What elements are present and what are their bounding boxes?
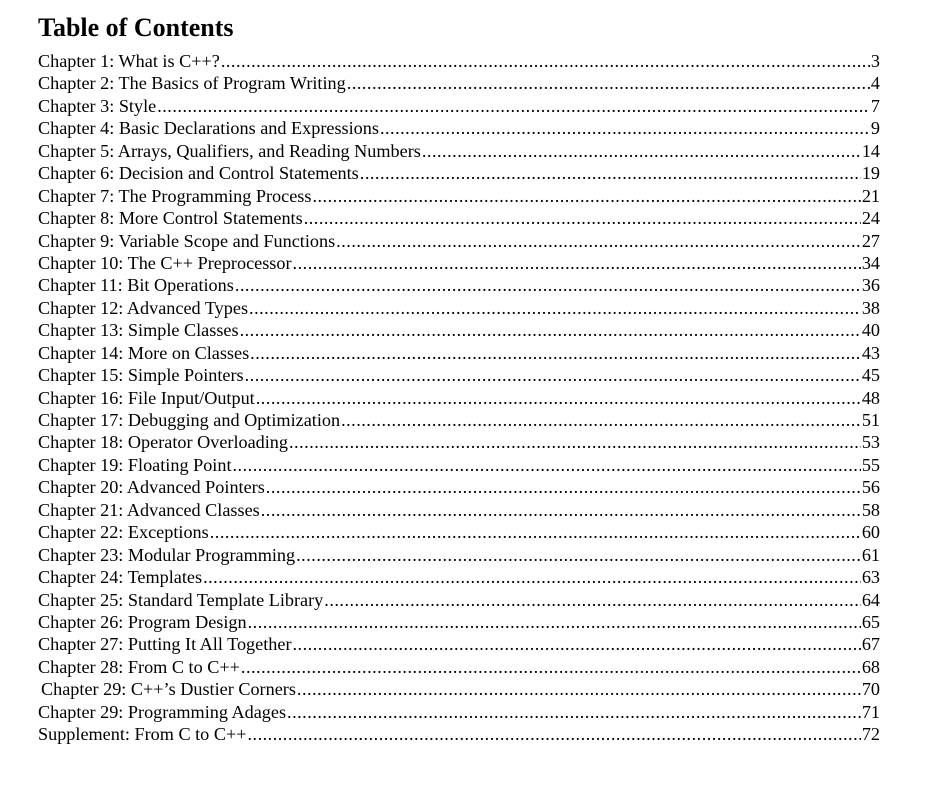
toc-entry-page: 56 (861, 477, 880, 498)
dot-leader (210, 521, 861, 543)
toc-entry-label: Chapter 25: Standard Template Library (38, 589, 324, 610)
toc-entry-page: 53 (861, 432, 880, 453)
toc-entry-page: 40 (861, 320, 880, 341)
toc-entry-page: 55 (861, 454, 880, 475)
toc-entry-label: Chapter 1: What is C++? (38, 51, 220, 71)
toc-entry-page: 19 (861, 163, 880, 184)
dot-leader (261, 499, 861, 521)
toc-entry-page: 3 (870, 51, 880, 71)
toc-entry-label: Chapter 14: More on Classes (38, 342, 250, 363)
toc-entry[interactable] (38, 72, 880, 94)
dot-leader (250, 342, 861, 364)
dot-leader (233, 454, 861, 476)
dot-leader (203, 566, 861, 588)
toc-entry-label: Chapter 6: Decision and Control Statements (38, 163, 359, 184)
toc-entry[interactable] (38, 297, 880, 319)
dot-leader (235, 274, 861, 296)
toc-entry[interactable] (38, 499, 880, 521)
toc-entry-page: 24 (861, 208, 880, 229)
toc-entry[interactable] (38, 701, 880, 723)
toc-entry-page: 34 (861, 252, 880, 273)
dot-leader (247, 723, 860, 745)
toc-entry-label: Supplement: From C to C++ (38, 724, 247, 745)
toc-entry[interactable] (38, 589, 880, 611)
toc-entry-label: Chapter 11: Bit Operations (38, 275, 234, 296)
toc-entry[interactable] (38, 521, 880, 543)
dot-leader (347, 72, 870, 94)
toc-entry[interactable] (38, 387, 880, 409)
toc-entry[interactable] (38, 252, 880, 274)
toc-entry-page: 36 (861, 275, 880, 296)
toc-entry-label: Chapter 2: The Basics of Program Writing (38, 73, 346, 94)
dot-leader (241, 656, 861, 678)
toc-entry-page: 38 (861, 297, 880, 318)
toc-entry-label: Chapter 19: Floating Point (38, 454, 232, 475)
toc-entry-page: 60 (861, 522, 880, 543)
toc-entry[interactable] (38, 162, 880, 184)
dot-leader (312, 185, 860, 207)
toc-entry-label: Chapter 17: Debugging and Optimization (38, 410, 341, 430)
toc-entry-page: 21 (861, 185, 880, 206)
toc-entry-page: 14 (861, 140, 880, 161)
toc-entry[interactable] (38, 544, 880, 566)
toc-entry[interactable] (38, 230, 880, 252)
toc-entry[interactable] (38, 319, 880, 341)
toc-entry[interactable] (38, 342, 880, 364)
dot-leader (380, 117, 870, 139)
toc-page (38, 12, 880, 746)
toc-entry[interactable] (38, 476, 880, 498)
dot-leader (293, 633, 861, 655)
dot-leader (248, 611, 861, 633)
toc-entry-label: Chapter 26: Program Design (38, 611, 247, 632)
dot-leader (287, 701, 861, 723)
toc-entry-page: 63 (861, 567, 880, 588)
dot-leader (256, 387, 861, 409)
toc-entry-page: 70 (861, 679, 880, 700)
dot-leader (296, 544, 861, 566)
toc-entry-label: Chapter 22: Exceptions (38, 522, 209, 543)
toc-entry-page: 61 (861, 544, 880, 565)
toc-entry-label: Chapter 15: Simple Pointers (38, 365, 244, 386)
toc-entry-label: Chapter 12: Advanced Types (38, 297, 249, 318)
toc-entry[interactable] (38, 723, 880, 745)
toc-entry-page: 65 (861, 611, 880, 632)
dot-leader (289, 431, 861, 453)
toc-entry-label: Chapter 29: Programming Adages (38, 701, 287, 722)
toc-entry-label: Chapter 16: File Input/Output (38, 387, 255, 408)
toc-entry[interactable] (38, 95, 880, 117)
toc-entry-label: Chapter 10: The C++ Preprocessor (38, 252, 292, 273)
toc-entry[interactable] (38, 611, 880, 633)
toc-entry[interactable] (38, 678, 880, 700)
toc-entry-page: 72 (861, 724, 880, 745)
toc-entry[interactable] (38, 566, 880, 588)
toc-entry-page: 43 (861, 342, 880, 363)
toc-entry-page: 58 (861, 499, 880, 520)
toc-entry-label: Chapter 28: From C to C++ (38, 656, 240, 677)
toc-entry-page: 68 (861, 656, 880, 677)
toc-entry-label: Chapter 8: More Control Statements (38, 208, 303, 229)
toc-entry[interactable] (38, 50, 880, 72)
toc-entry[interactable] (38, 185, 880, 207)
toc-entry-page: 7 (870, 95, 880, 116)
toc-entry-label: Chapter 13: Simple Classes (38, 320, 239, 341)
toc-entry[interactable] (38, 633, 880, 655)
toc-entry[interactable] (38, 274, 880, 296)
toc-entry-page: 4 (870, 73, 880, 94)
toc-entry[interactable] (38, 207, 880, 229)
dot-leader (341, 409, 861, 431)
toc-entry[interactable] (38, 409, 880, 431)
toc-entry-label: Chapter 3: Style (38, 95, 157, 116)
toc-entry-label: Chapter 29: C++’s Dustier Corners (41, 679, 296, 700)
toc-entry-page: 51 (861, 410, 880, 430)
dot-leader (422, 140, 861, 162)
toc-entry-label: Chapter 4: Basic Declarations and Expressions (38, 118, 379, 139)
toc-entry-page: 45 (861, 365, 880, 386)
toc-entry-label: Chapter 9: Variable Scope and Functions (38, 230, 336, 251)
toc-entry-page: 71 (861, 701, 880, 722)
dot-leader (249, 297, 861, 319)
toc-entry-page: 67 (861, 634, 880, 655)
toc-entry-label: Chapter 5: Arrays, Qualifiers, and Reading Numbers (38, 140, 421, 161)
dot-leader (297, 678, 861, 700)
toc-entry-label: Chapter 24: Templates (38, 567, 203, 588)
toc-entry-label: Chapter 20: Advanced Pointers (38, 477, 265, 498)
toc-entry-page: 27 (861, 230, 880, 251)
toc-entry-label: Chapter 18: Operator Overloading (38, 432, 288, 453)
toc-entry[interactable] (38, 656, 880, 678)
toc-entry-label: Chapter 23: Modular Programming (38, 544, 296, 565)
toc-entry-label: Chapter 27: Putting It All Together (38, 634, 292, 655)
toc-entry[interactable] (38, 140, 880, 162)
dot-leader (266, 476, 861, 498)
toc-entry[interactable] (38, 117, 880, 139)
toc-entry-page: 64 (861, 589, 880, 610)
dot-leader (324, 589, 861, 611)
toc-entry-page: 9 (870, 118, 880, 139)
toc-entry[interactable] (38, 364, 880, 386)
dot-leader (245, 364, 861, 386)
toc-entry[interactable] (38, 431, 880, 453)
dot-leader (240, 319, 861, 341)
page-title: Table of Contents (38, 13, 234, 42)
toc-entry-page: 48 (861, 387, 880, 408)
dot-leader (157, 95, 870, 117)
toc-entry-label: Chapter 21: Advanced Classes (38, 499, 260, 520)
dot-leader (293, 252, 861, 274)
dot-leader (336, 230, 861, 252)
dot-leader (304, 207, 861, 229)
toc-entry-label: Chapter 7: The Programming Process (38, 185, 312, 206)
dot-leader (221, 50, 870, 72)
dot-leader (360, 162, 861, 184)
toc-list (38, 50, 880, 746)
toc-entry[interactable] (38, 454, 880, 476)
